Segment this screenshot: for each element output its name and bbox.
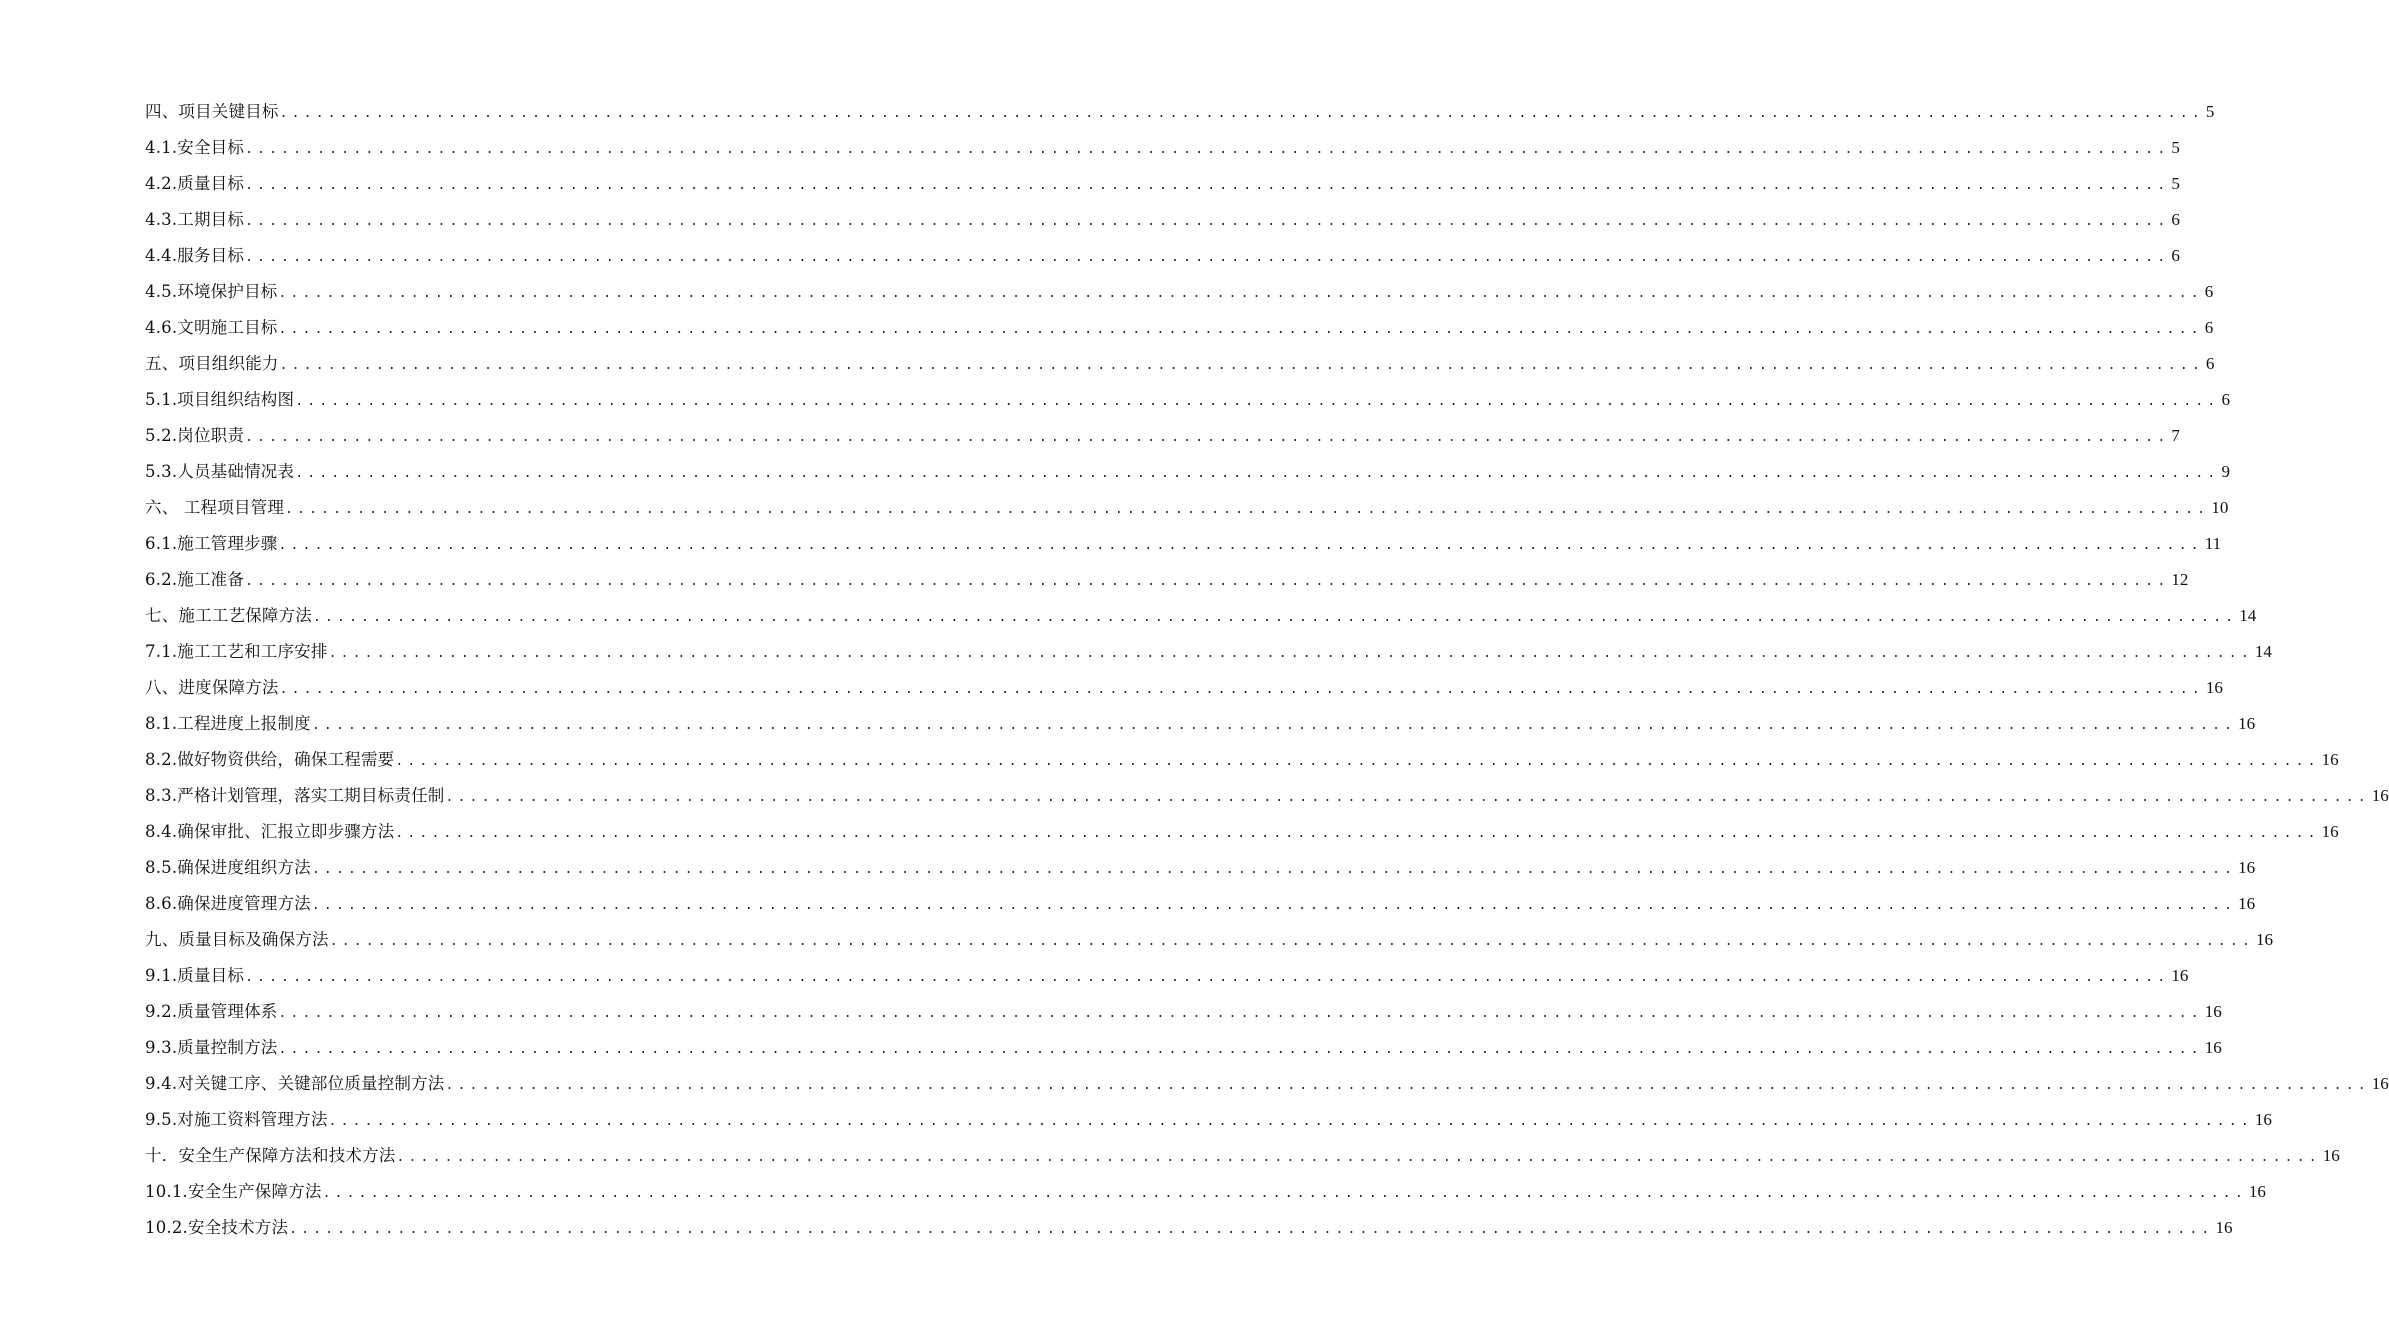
toc-entry[interactable] bbox=[145, 1066, 2389, 1102]
toc-dot-leader: ................................................................................................................................................................ bbox=[278, 322, 2203, 337]
toc-entry-title: 4.3.工期目标 bbox=[145, 210, 245, 229]
toc-entry-title: 9.3.质量控制方法 bbox=[145, 1038, 278, 1057]
toc-entry[interactable] bbox=[145, 562, 2189, 598]
toc-entry-page-number: 6 bbox=[2171, 246, 2180, 265]
toc-entry[interactable] bbox=[145, 1210, 2233, 1246]
toc-entry[interactable] bbox=[145, 1138, 2340, 1174]
toc-dot-leader: ................................................................................................................................................................ bbox=[396, 1150, 2321, 1165]
toc-entry-page-number: 16 bbox=[2371, 786, 2389, 805]
toc-dot-leader: ................................................................................................................................................................ bbox=[328, 1114, 2253, 1129]
toc-dot-leader: ................................................................................................................................................................ bbox=[311, 898, 2237, 913]
toc-entry-page-number: 6 bbox=[2205, 354, 2215, 373]
toc-entry[interactable] bbox=[145, 634, 2272, 670]
toc-entry-title: 9.5.对施工资料管理方法 bbox=[145, 1110, 328, 1129]
toc-dot-leader: ................................................................................................................................................................ bbox=[313, 610, 2238, 625]
toc-entry-page-number: 16 bbox=[2321, 750, 2339, 769]
toc-entry[interactable] bbox=[145, 670, 2223, 706]
toc-entry-page-number: 6 bbox=[2221, 390, 2230, 409]
toc-entry-page-number: 16 bbox=[2321, 822, 2339, 841]
toc-entry-page-number: 16 bbox=[2205, 678, 2223, 697]
toc-entry[interactable] bbox=[145, 202, 2180, 238]
toc-dot-leader: ................................................................................................................................................................ bbox=[278, 538, 2203, 553]
toc-entry[interactable] bbox=[145, 346, 2215, 382]
toc-entry-title: 4.5.环境保护目标 bbox=[145, 282, 278, 301]
toc-dot-leader: ................................................................................................................................................................ bbox=[322, 1186, 2247, 1201]
toc-entry-title: 8.2.做好物资供给，确保工程需要 bbox=[145, 750, 395, 769]
toc-entry[interactable] bbox=[145, 1030, 2222, 1066]
toc-entry-page-number: 16 bbox=[2204, 1002, 2222, 1021]
toc-entry[interactable] bbox=[145, 1174, 2266, 1210]
toc-entry-page-number: 10 bbox=[2211, 498, 2229, 517]
toc-dot-leader: ................................................................................................................................................................ bbox=[445, 1078, 2370, 1093]
toc-entry[interactable] bbox=[145, 238, 2180, 274]
toc-entry-title: 8.5.确保进度组织方法 bbox=[145, 858, 311, 877]
toc-entry[interactable] bbox=[145, 94, 2215, 130]
toc-dot-leader: ................................................................................................................................................................ bbox=[279, 358, 2204, 373]
toc-dot-leader: ................................................................................................................................................................ bbox=[245, 178, 2170, 193]
toc-dot-leader: ................................................................................................................................................................ bbox=[295, 394, 2220, 409]
toc-entry-page-number: 5 bbox=[2171, 138, 2180, 157]
toc-entry[interactable] bbox=[145, 814, 2339, 850]
toc-entry-title: 8.3.严格计划管理，落实工期目标责任制 bbox=[145, 786, 445, 805]
toc-entry[interactable] bbox=[145, 778, 2389, 814]
toc-entry[interactable] bbox=[145, 130, 2180, 166]
toc-dot-leader: ................................................................................................................................................................ bbox=[295, 466, 2220, 481]
toc-entry-title: 10.1.安全生产保障方法 bbox=[145, 1182, 322, 1201]
toc-entry-page-number: 6 bbox=[2204, 282, 2214, 301]
toc-entry-title: 6.2.施工准备 bbox=[145, 570, 245, 589]
toc-entry[interactable] bbox=[145, 958, 2189, 994]
toc-entry-page-number: 14 bbox=[2239, 606, 2257, 625]
toc-entry-page-number: 16 bbox=[2238, 858, 2256, 877]
toc-entry-title: 五、项目组织能力 bbox=[145, 354, 279, 373]
toc-entry-page-number: 16 bbox=[2248, 1182, 2266, 1201]
toc-entry[interactable] bbox=[145, 310, 2214, 346]
toc-entry[interactable] bbox=[145, 706, 2256, 742]
toc-entry-page-number: 16 bbox=[2254, 1110, 2272, 1129]
toc-entry[interactable] bbox=[145, 490, 2229, 526]
toc-dot-leader: ................................................................................................................................................................ bbox=[311, 862, 2237, 877]
toc-entry-title: 九、质量目标及确保方法 bbox=[145, 930, 329, 949]
toc-entry-page-number: 9 bbox=[2221, 462, 2230, 481]
toc-entry-title: 7.1.施工工艺和工序安排 bbox=[145, 642, 328, 661]
toc-entry[interactable] bbox=[145, 994, 2222, 1030]
toc-dot-leader: ................................................................................................................................................................ bbox=[289, 1222, 2214, 1237]
toc-entry-title: 十．安全生产保障方法和技术方法 bbox=[145, 1146, 396, 1165]
toc-dot-leader: ................................................................................................................................................................ bbox=[285, 502, 2210, 517]
table-of-contents bbox=[145, 94, 2389, 1246]
toc-entry-page-number: 16 bbox=[2322, 1146, 2340, 1165]
toc-entry[interactable] bbox=[145, 742, 2339, 778]
toc-entry[interactable] bbox=[145, 418, 2180, 454]
toc-entry-title: 10.2.安全技术方法 bbox=[145, 1218, 289, 1237]
toc-dot-leader: ................................................................................................................................................................ bbox=[329, 934, 2254, 949]
toc-entry[interactable] bbox=[145, 526, 2222, 562]
toc-entry-title: 4.1.安全目标 bbox=[145, 138, 245, 157]
toc-entry-title: 9.4.对关键工序、关键部位质量控制方法 bbox=[145, 1074, 445, 1093]
toc-entry[interactable] bbox=[145, 598, 2257, 634]
toc-entry-title: 6.1.施工管理步骤 bbox=[145, 534, 278, 553]
toc-entry-title: 8.6.确保进度管理方法 bbox=[145, 894, 311, 913]
toc-entry[interactable] bbox=[145, 850, 2256, 886]
toc-entry[interactable] bbox=[145, 274, 2214, 310]
toc-entry-title: 七、施工工艺保障方法 bbox=[145, 606, 312, 625]
toc-entry-title: 5.2.岗位职责 bbox=[145, 426, 245, 445]
toc-dot-leader: ................................................................................................................................................................ bbox=[279, 106, 2204, 121]
toc-entry-title: 8.4.确保审批、汇报立即步骤方法 bbox=[145, 822, 395, 841]
toc-dot-leader: ................................................................................................................................................................ bbox=[245, 574, 2170, 589]
toc-entry[interactable] bbox=[145, 1102, 2272, 1138]
toc-entry-title: 4.2.质量目标 bbox=[145, 174, 245, 193]
toc-entry-page-number: 11 bbox=[2204, 534, 2222, 553]
toc-entry[interactable] bbox=[145, 886, 2256, 922]
toc-entry-page-number: 16 bbox=[2238, 894, 2256, 913]
toc-dot-leader: ................................................................................................................................................................ bbox=[445, 790, 2370, 805]
toc-entry-page-number: 6 bbox=[2204, 318, 2214, 337]
toc-dot-leader: ................................................................................................................................................................ bbox=[245, 430, 2170, 445]
toc-dot-leader: ................................................................................................................................................................ bbox=[245, 214, 2170, 229]
toc-dot-leader: ................................................................................................................................................................ bbox=[395, 754, 2320, 769]
toc-entry-page-number: 16 bbox=[2171, 966, 2189, 985]
toc-entry-title: 5.1.项目组织结构图 bbox=[145, 390, 295, 409]
toc-dot-leader: ................................................................................................................................................................ bbox=[278, 1042, 2203, 1057]
toc-entry-page-number: 16 bbox=[2238, 714, 2256, 733]
toc-dot-leader: ................................................................................................................................................................ bbox=[279, 682, 2204, 697]
toc-dot-leader: ................................................................................................................................................................ bbox=[395, 826, 2320, 841]
toc-entry-title: 六、 工程项目管理 bbox=[145, 498, 285, 517]
toc-dot-leader: ................................................................................................................................................................ bbox=[311, 718, 2237, 733]
toc-entry[interactable] bbox=[145, 922, 2273, 958]
toc-entry-page-number: 16 bbox=[2204, 1038, 2222, 1057]
toc-entry[interactable] bbox=[145, 166, 2180, 202]
toc-entry-title: 八、进度保障方法 bbox=[145, 678, 279, 697]
toc-entry-title: 4.6.文明施工目标 bbox=[145, 318, 278, 337]
toc-dot-leader: ................................................................................................................................................................ bbox=[245, 250, 2170, 265]
toc-entry-title: 9.1.质量目标 bbox=[145, 966, 245, 985]
toc-entry[interactable] bbox=[145, 454, 2230, 490]
toc-dot-leader: ................................................................................................................................................................ bbox=[245, 142, 2170, 157]
toc-dot-leader: ................................................................................................................................................................ bbox=[278, 286, 2203, 301]
toc-entry-page-number: 16 bbox=[2371, 1074, 2389, 1093]
toc-entry-title: 8.1.工程进度上报制度 bbox=[145, 714, 311, 733]
toc-entry-title: 5.3.人员基础情况表 bbox=[145, 462, 295, 481]
toc-entry-title: 4.4.服务目标 bbox=[145, 246, 245, 265]
toc-entry-title: 四、项目关键目标 bbox=[145, 102, 279, 121]
toc-entry-page-number: 6 bbox=[2171, 210, 2180, 229]
toc-entry-page-number: 14 bbox=[2254, 642, 2272, 661]
toc-entry-page-number: 5 bbox=[2171, 174, 2180, 193]
toc-entry-page-number: 7 bbox=[2171, 426, 2180, 445]
toc-dot-leader: ................................................................................................................................................................ bbox=[245, 970, 2170, 985]
toc-entry-page-number: 16 bbox=[2215, 1218, 2233, 1237]
toc-entry-page-number: 12 bbox=[2171, 570, 2189, 589]
toc-entry[interactable] bbox=[145, 382, 2230, 418]
toc-entry-page-number: 5 bbox=[2205, 102, 2215, 121]
toc-entry-title: 9.2.质量管理体系 bbox=[145, 1002, 278, 1021]
toc-entry-page-number: 16 bbox=[2255, 930, 2273, 949]
toc-dot-leader: ................................................................................................................................................................ bbox=[278, 1006, 2203, 1021]
toc-dot-leader: ................................................................................................................................................................ bbox=[328, 646, 2253, 661]
